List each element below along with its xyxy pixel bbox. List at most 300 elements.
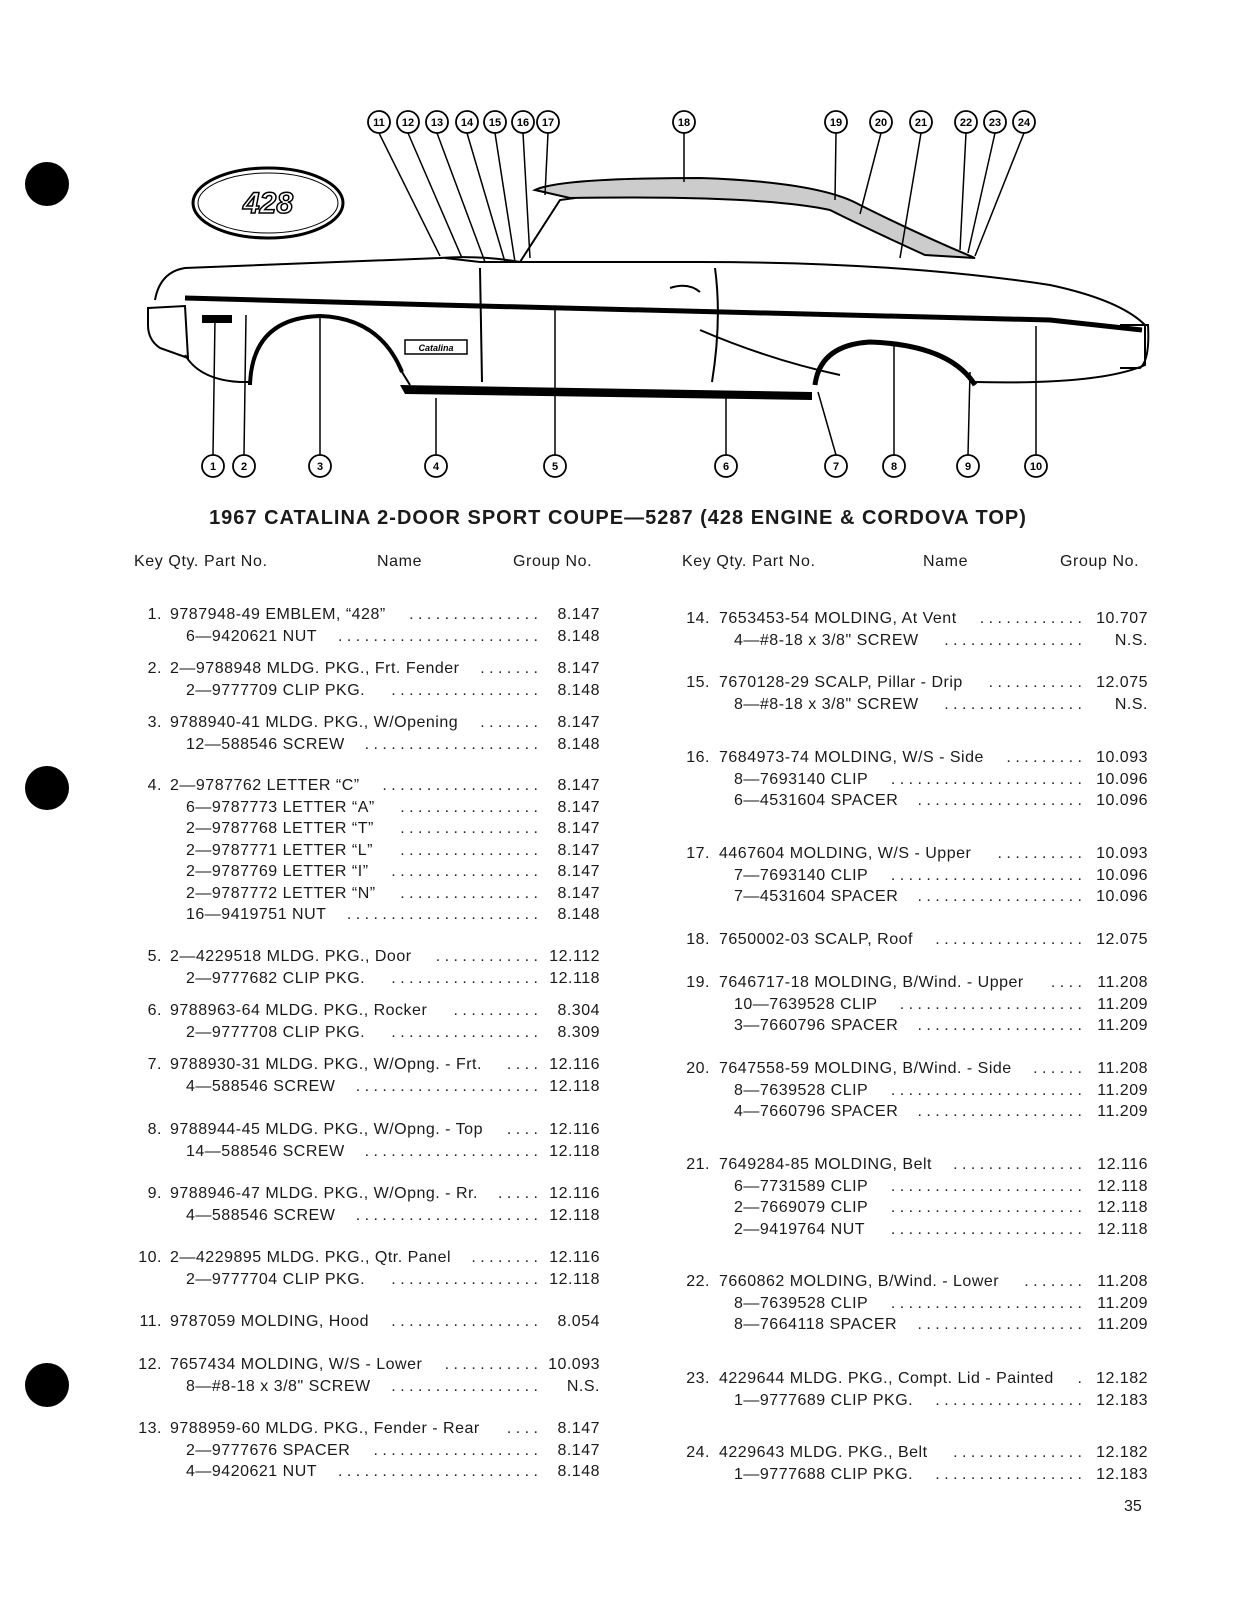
part-row: [130, 776, 600, 796]
key-number: 3.: [147, 714, 162, 731]
dot-leader: . . . . . . . . . . . . . . . . . . .: [917, 792, 1082, 809]
leader-line: [467, 133, 505, 262]
group-number: 12.118: [1097, 1199, 1148, 1216]
callout-14: [456, 111, 505, 262]
group-number: 8.147: [557, 884, 600, 902]
nameplate-text: Catalina: [418, 343, 454, 353]
callout-number: 11: [373, 117, 385, 129]
callout-13: [426, 111, 485, 262]
group-number: 10.707: [1096, 610, 1148, 627]
group-number: 12.118: [549, 1206, 600, 1224]
part-row: [130, 1077, 600, 1097]
group-number: 10.093: [548, 1356, 600, 1373]
group-number: 12.182: [1096, 1444, 1148, 1461]
part-row: [130, 1419, 600, 1439]
callout-4: [425, 398, 447, 477]
group-number: 12.182: [1096, 1370, 1148, 1387]
key-number: [668, 1198, 710, 1218]
callout-number: 24: [1017, 117, 1031, 129]
key-number: 13.: [138, 1420, 162, 1437]
group-number: 12.116: [549, 1056, 600, 1073]
part-description: 7657434 MOLDING, W/S - Lower: [170, 1356, 423, 1373]
group-number: 12.118: [549, 1077, 600, 1095]
group-number: 8.147: [557, 660, 600, 677]
key-number: 11.: [139, 1313, 162, 1330]
key-number: 2.: [147, 660, 162, 677]
group-number: 8.304: [557, 1002, 600, 1019]
key-number: 16.: [686, 749, 710, 766]
leader-line: [437, 133, 485, 262]
part-description: 9788946-47 MLDG. PKG., W/Opng. - Rr.: [170, 1185, 478, 1202]
dot-leader: . . . . . . . . . . . . . . . . . . . . .: [355, 1077, 538, 1095]
part-row: [130, 969, 600, 989]
dot-leader: . . . . . . .: [480, 660, 538, 677]
group-number: 12.118: [549, 969, 600, 987]
callout-number: 9: [964, 461, 972, 473]
part-description: 16—9419751 NUT: [186, 906, 327, 923]
part-description: 7—4531604 SPACER: [734, 888, 899, 905]
group-number: 12.116: [1097, 1156, 1148, 1173]
group-number: 11.208: [1097, 974, 1148, 991]
group-number: 12.112: [549, 948, 600, 965]
column-header-group: Group No.: [513, 553, 593, 570]
dot-leader: . . . . . . . . . . . . . . . . . . . . . .: [890, 1177, 1082, 1195]
dot-leader: . . . . . . . . . . . . . . .: [953, 1444, 1082, 1461]
dot-leader: . . . . . . . .: [471, 1249, 538, 1266]
callout-6: [715, 396, 737, 477]
part-description: 2—9777709 CLIP PKG.: [186, 681, 366, 699]
part-description: 10—7639528 CLIP: [734, 995, 878, 1013]
dot-leader: . . . . . . . . . . . . . . . . . . .: [373, 1441, 538, 1459]
fender-emblem-428: [202, 315, 232, 323]
part-row: [668, 609, 1148, 629]
part-description: 6—9420621 NUT: [186, 627, 318, 645]
car-side-diagram: [0, 0, 1236, 490]
group-number: 8.147: [557, 777, 600, 794]
leader-line: [213, 318, 215, 455]
key-number: [130, 819, 162, 839]
part-description: 1—9777688 CLIP PKG.: [734, 1465, 914, 1483]
part-description: 7—7693140 CLIP: [734, 866, 869, 884]
group-number: 12.183: [1096, 1391, 1148, 1409]
dot-leader: . . . . . . . . . . . . . . . . .: [391, 1023, 538, 1041]
key-number: [130, 681, 162, 701]
key-number: 15.: [686, 674, 710, 691]
part-description: 2—7669079 CLIP: [734, 1199, 869, 1216]
dot-leader: . . . . . . . . . . . . . . . .: [400, 884, 538, 902]
part-description: 7670128-29 SCALP, Pillar - Drip: [719, 674, 963, 691]
callout-number: 6: [722, 461, 730, 473]
part-description: 2—9777676 SPACER: [186, 1441, 351, 1459]
part-row: [130, 1312, 600, 1332]
callout-number: 12: [401, 117, 415, 129]
group-number: 12.118: [1097, 1177, 1148, 1195]
key-number: [130, 1441, 162, 1461]
part-row: [130, 659, 600, 679]
key-number: [130, 969, 162, 989]
part-description: 8—7693140 CLIP: [734, 770, 869, 788]
key-number: [130, 798, 162, 818]
leader-line: [968, 133, 995, 253]
dot-leader: . . . . . . . . . . . . . . . .: [944, 695, 1082, 713]
part-description: 4229643 MLDG. PKG., Belt: [719, 1444, 928, 1461]
column-header-name: Name: [923, 553, 969, 570]
callout-number: 18: [677, 117, 691, 129]
callout-19: [825, 111, 847, 200]
group-number: 12.075: [1096, 674, 1148, 691]
part-row: [668, 866, 1148, 886]
part-description: 7646717-18 MOLDING, B/Wind. - Upper: [719, 974, 1024, 991]
key-number: 23.: [686, 1370, 710, 1387]
part-row: [130, 681, 600, 701]
key-number: [668, 1465, 710, 1485]
part-description: 4—9420621 NUT: [186, 1463, 318, 1480]
callout-3: [309, 318, 331, 477]
dot-leader: . . . . . . . . . . . .: [979, 610, 1082, 627]
part-row: [130, 605, 600, 625]
part-description: 9788963-64 MLDG. PKG., Rocker: [170, 1002, 428, 1019]
part-row: [130, 1023, 600, 1043]
part-description: 9788944-45 MLDG. PKG., W/Opng. - Top: [170, 1121, 483, 1138]
callout-number: 13: [430, 117, 444, 129]
group-number: 11.209: [1097, 1103, 1148, 1120]
key-number: [668, 1220, 710, 1240]
dot-leader: . . . .: [506, 1056, 538, 1073]
key-number: 7.: [147, 1056, 162, 1073]
key-number: [668, 995, 710, 1015]
key-number: [130, 862, 162, 882]
group-number: 8.054: [557, 1313, 600, 1330]
group-number: 11.208: [1097, 1273, 1148, 1290]
part-description: 4—#8-18 x 3/8" SCREW: [734, 631, 919, 649]
part-description: 2—9787771 LETTER “L”: [186, 841, 373, 859]
binder-hole: [25, 1363, 69, 1407]
leader-line: [860, 133, 881, 214]
rocker-molding: [400, 385, 812, 400]
key-number: 21.: [686, 1156, 710, 1173]
group-number: 8.148: [557, 1463, 600, 1480]
key-number: [130, 1377, 162, 1397]
part-row: [130, 1355, 600, 1375]
callout-23: [968, 111, 1006, 253]
leader-line: [968, 372, 970, 455]
group-number: 12.118: [549, 1270, 600, 1288]
callout-16: [512, 111, 534, 258]
part-row: [130, 862, 600, 882]
dot-leader: . . . . . . . . .: [1006, 749, 1082, 766]
part-row: [668, 791, 1148, 811]
leader-line: [523, 133, 530, 258]
key-number: 12.: [138, 1356, 162, 1373]
key-number: [668, 1016, 710, 1036]
callout-number: 16: [516, 117, 530, 129]
part-description: 4467604 MOLDING, W/S - Upper: [719, 845, 972, 862]
group-number: N.S.: [1114, 695, 1148, 713]
dot-leader: . . . . . . . . . . .: [444, 1356, 538, 1373]
part-row: [668, 973, 1148, 993]
group-number: 12.183: [1096, 1465, 1148, 1483]
dot-leader: . . . . . . . . . . . . . . . . . . .: [917, 1103, 1082, 1120]
wheel-opening-molding-front: [250, 316, 402, 385]
dot-leader: . . . . . . .: [1024, 1273, 1082, 1290]
part-description: 2—9777682 CLIP PKG.: [186, 969, 366, 987]
group-number: 10.096: [1096, 866, 1148, 884]
part-row: [130, 819, 600, 839]
key-number: 10.: [138, 1249, 162, 1266]
key-number: [130, 735, 162, 755]
part-description: 9788940-41 MLDG. PKG., W/Opening: [170, 714, 459, 731]
dot-leader: . . . . . . . . . . . . . . . . . . . . .: [899, 995, 1082, 1013]
part-description: 9787059 MOLDING, Hood: [170, 1313, 370, 1330]
part-row: [130, 1055, 600, 1075]
callout-17: [537, 111, 559, 195]
part-description: 2—4229518 MLDG. PKG., Door: [170, 948, 412, 965]
group-number: 10.096: [1096, 770, 1148, 788]
key-number: [130, 905, 162, 925]
part-description: 6—9787773 LETTER “A”: [186, 798, 375, 816]
dot-leader: . . . . . . . . . . . . . . .: [953, 1156, 1082, 1173]
group-number: 10.096: [1096, 888, 1148, 905]
catalina-nameplate: [405, 340, 467, 354]
group-number: 8.147: [557, 1420, 600, 1437]
part-row: [668, 844, 1148, 864]
group-number: N.S.: [1114, 631, 1148, 649]
leader-line: [960, 133, 966, 250]
leader-line: [835, 133, 836, 200]
group-number: 10.093: [1096, 845, 1148, 862]
callout-8: [883, 345, 905, 477]
callout-number: 10: [1029, 461, 1043, 473]
part-row: [130, 905, 600, 925]
dot-leader: . . . . . . . . . . . . . . . . . . . . . .: [890, 1081, 1082, 1099]
part-description: 6—7731589 CLIP: [734, 1177, 869, 1195]
part-description: 8—7639528 CLIP: [734, 1081, 869, 1099]
part-row: [668, 1059, 1148, 1079]
column-header-group: Group No.: [1060, 553, 1140, 570]
callout-number: 7: [832, 461, 840, 473]
column-header-name: Name: [377, 553, 423, 570]
part-description: 7660862 MOLDING, B/Wind. - Lower: [719, 1273, 1000, 1290]
group-number: 11.209: [1097, 995, 1148, 1013]
group-number: 8.147: [557, 714, 600, 731]
dot-leader: . . . . . . . . . . . . . . . . .: [391, 681, 538, 699]
callout-number: 23: [988, 117, 1002, 129]
group-number: 8.148: [557, 627, 600, 645]
group-number: 12.116: [549, 1185, 600, 1202]
key-number: 19.: [686, 974, 710, 991]
part-description: 2—4229895 MLDG. PKG., Qtr. Panel: [170, 1249, 452, 1266]
dot-leader: . . . . . . . . . . . . . . . . . . . . . . .: [337, 1463, 538, 1480]
dot-leader: . . . . . . . . . . . .: [435, 948, 538, 965]
group-number: 12.116: [549, 1121, 600, 1138]
dot-leader: . . . . . . . . . . . . . . . . .: [935, 1391, 1082, 1409]
dot-leader: . . . . . . . . . . . . . . . . .: [391, 863, 538, 880]
key-number: [668, 695, 710, 715]
part-row: [668, 673, 1148, 693]
key-number: 18.: [686, 931, 710, 948]
part-description: 9788930-31 MLDG. PKG., W/Opng. - Frt.: [170, 1056, 482, 1073]
key-number: 6.: [147, 1002, 162, 1019]
part-row: [668, 930, 1148, 950]
key-number: [668, 1177, 710, 1197]
dot-leader: . . . . . . . . . . . . . . . . . .: [382, 777, 538, 794]
part-description: 8—#8-18 x 3/8" SCREW: [186, 1377, 371, 1395]
part-description: 14—588546 SCREW: [186, 1142, 345, 1160]
binder-hole: [25, 766, 69, 810]
leader-line: [495, 133, 515, 262]
part-row: [130, 1142, 600, 1162]
part-row: [668, 1081, 1148, 1101]
cordova-top: [535, 178, 975, 258]
part-row: [668, 1016, 1148, 1036]
part-description: 4—588546 SCREW: [186, 1077, 336, 1095]
key-number: [668, 1294, 710, 1314]
key-number: [668, 631, 710, 651]
part-row: [668, 887, 1148, 907]
part-description: 4—7660796 SPACER: [734, 1103, 899, 1120]
dot-leader: . . . . . . . . . . . . . . .: [409, 606, 538, 623]
group-number: 8.147: [557, 798, 600, 816]
dot-leader: . . . . . . . . . . . . . . . . .: [391, 1313, 538, 1330]
dot-leader: . . . . . . . . . . . . . . . . .: [391, 969, 538, 987]
group-number: 10.093: [1096, 749, 1148, 766]
part-description: 2—9419764 NUT: [734, 1220, 866, 1238]
key-number: [668, 1391, 710, 1411]
key-number: [668, 866, 710, 886]
key-number: [130, 1270, 162, 1290]
part-description: 7684973-74 MOLDING, W/S - Side: [719, 749, 984, 766]
part-description: 2—9777708 CLIP PKG.: [186, 1023, 366, 1041]
part-row: [668, 1198, 1148, 1218]
part-row: [668, 1465, 1148, 1485]
part-row: [130, 1270, 600, 1290]
key-number: 8.: [147, 1121, 162, 1138]
dot-leader: . . . . .: [497, 1185, 538, 1202]
part-description: 2—9787768 LETTER “T”: [186, 820, 374, 837]
part-row: [668, 1315, 1148, 1335]
key-number: [668, 770, 710, 790]
group-number: 8.147: [557, 820, 600, 837]
part-row: [668, 631, 1148, 651]
dot-leader: . . . . . . . . . . . . . . . .: [400, 820, 538, 837]
part-row: [130, 627, 600, 647]
belt-molding: [185, 298, 1142, 330]
part-row: [668, 1272, 1148, 1292]
part-description: 8—7664118 SPACER: [734, 1316, 898, 1333]
dot-leader: . . . .: [506, 1420, 538, 1437]
part-description: 7649284-85 MOLDING, Belt: [719, 1156, 932, 1173]
callout-number: 19: [829, 117, 843, 129]
group-number: 11.209: [1097, 1294, 1148, 1312]
callout-number: 15: [488, 117, 502, 129]
part-description: 2—9787762 LETTER “C”: [170, 777, 360, 794]
group-number: 8.147: [557, 606, 600, 623]
part-row: [668, 1155, 1148, 1175]
part-row: [130, 1248, 600, 1268]
group-number: 10.096: [1096, 792, 1148, 809]
key-number: [130, 1023, 162, 1043]
part-row: [130, 1184, 600, 1204]
dot-leader: . . . . . . . . . . .: [988, 674, 1082, 691]
key-number: [130, 1142, 162, 1162]
part-row: [130, 735, 600, 755]
callout-number: 8: [890, 461, 898, 473]
part-description: 8—7639528 CLIP: [734, 1294, 869, 1312]
key-number: [130, 841, 162, 861]
callout-7: [818, 392, 847, 477]
part-description: 2—9787772 LETTER “N”: [186, 884, 376, 902]
column-header-key-qty-part: Key Qty. Part No.: [682, 553, 816, 570]
dot-leader: . . . . . . . . . . . . . . . . . . . . . . .: [337, 627, 538, 645]
group-number: 8.147: [557, 863, 600, 880]
key-number: [130, 884, 162, 904]
dot-leader: . . . . . . . . . . . . . . . . .: [391, 1377, 538, 1395]
group-number: 8.147: [557, 1441, 600, 1459]
part-row: [130, 1462, 600, 1482]
dot-leader: . . . . . . . . . .: [453, 1002, 538, 1019]
part-row: [668, 1177, 1148, 1197]
part-row: [668, 748, 1148, 768]
dot-leader: . . . .: [1050, 974, 1082, 991]
group-number: 8.147: [557, 841, 600, 859]
callout-number: 3: [316, 461, 324, 473]
part-description: 1—9777689 CLIP PKG.: [734, 1391, 914, 1409]
group-number: 11.209: [1097, 1316, 1148, 1333]
key-number: 14.: [686, 610, 710, 627]
part-row: [668, 1102, 1148, 1122]
key-number: 20.: [686, 1060, 710, 1077]
part-row: [668, 1391, 1148, 1411]
group-number: 8.148: [557, 906, 600, 923]
callout-9: [957, 372, 979, 477]
column-header-key-qty-part: Key Qty. Part No.: [134, 553, 268, 570]
group-number: 8.309: [557, 1023, 600, 1041]
group-number: 12.116: [549, 1249, 600, 1266]
key-number: 4.: [147, 777, 162, 794]
callout-15: [484, 111, 515, 262]
group-number: N.S.: [566, 1377, 600, 1395]
part-description: 4—588546 SCREW: [186, 1206, 336, 1224]
dot-leader: . . . . . . . . . . . . . . . . . . . . . .: [890, 1220, 1082, 1238]
part-row: [668, 1369, 1148, 1389]
part-row: [130, 947, 600, 967]
part-row: [130, 1206, 600, 1226]
part-row: [130, 713, 600, 733]
part-row: [130, 798, 600, 818]
callout-10: [1025, 326, 1047, 477]
key-number: [130, 1462, 162, 1482]
callout-20: [860, 111, 892, 214]
dot-leader: . . . . . . . . . . . . . . . . .: [935, 931, 1082, 948]
dot-leader: . . . . . . . . . .: [997, 845, 1082, 862]
dot-leader: . . . . . . .: [480, 714, 538, 731]
callout-number: 17: [541, 117, 555, 129]
group-number: 11.209: [1097, 1081, 1148, 1099]
callout-2: [233, 315, 255, 477]
key-number: [130, 1077, 162, 1097]
dot-leader: . . . . . . . . . . . . . . . . . . . . .: [355, 1206, 538, 1224]
dot-leader: . . . . . . . . . . . . . . . . . . . . . .: [346, 906, 538, 923]
group-number: 12.118: [549, 1142, 600, 1160]
leader-line: [244, 315, 246, 455]
callout-number: 1: [209, 461, 217, 473]
callout-number: 20: [874, 117, 888, 129]
callout-number: 2: [240, 461, 248, 473]
dot-leader: . . . . . . . . . . . . . . . . .: [935, 1465, 1082, 1483]
wheel-opening-molding-rear: [815, 342, 975, 385]
callout-number: 14: [460, 117, 474, 129]
key-number: 9.: [147, 1185, 162, 1202]
